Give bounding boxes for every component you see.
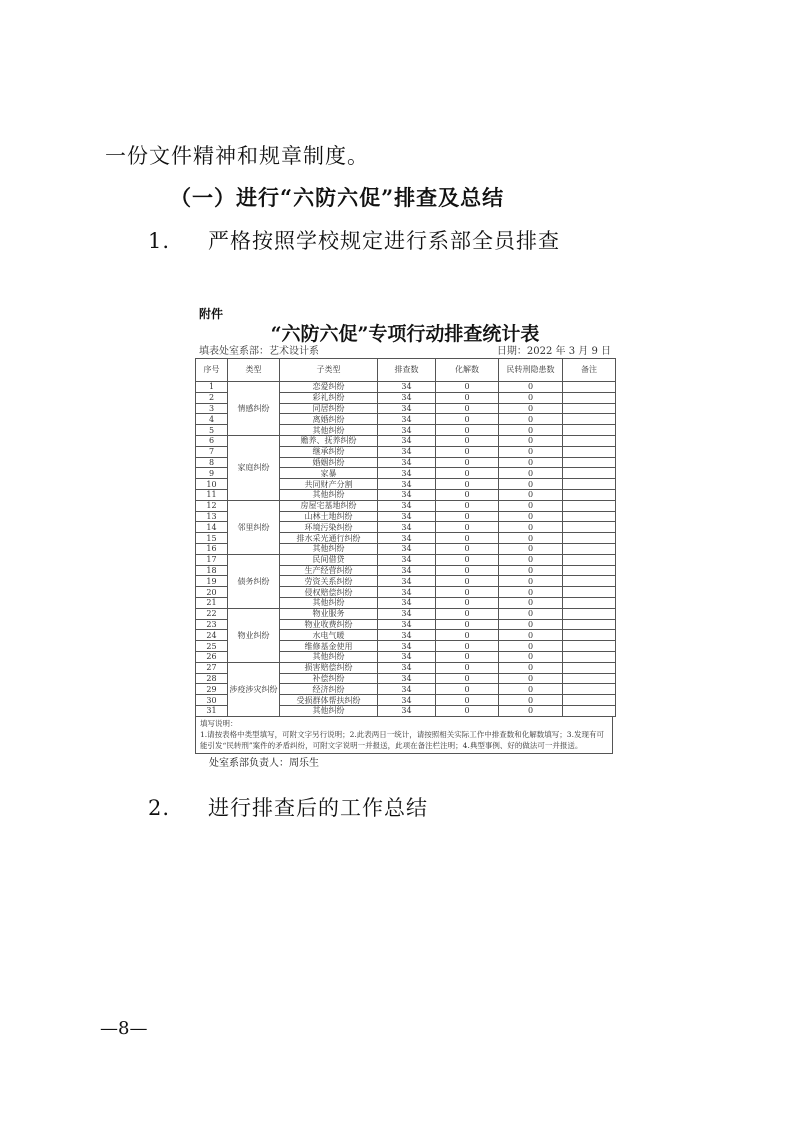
table-cell [563, 641, 616, 652]
table-cell: 15 [196, 533, 228, 544]
table-cell [563, 435, 616, 446]
table-cell [563, 554, 616, 565]
table-cell: 0 [499, 651, 563, 662]
table-cell [563, 543, 616, 554]
table-cell: 侵权赔偿纠纷 [280, 587, 378, 598]
table-cell: 10 [196, 479, 228, 490]
table-cell: 0 [499, 630, 563, 641]
table-cell: 0 [436, 673, 499, 684]
table-cell: 0 [499, 489, 563, 500]
note-text: 1.请按表格中类型填写，可附文字另行说明；2.此表两日一统计，请按照相关实际工作中排查数和化解数填写；3.发现有可能引发“民转刑”案件的矛盾纠纷，可附文字说明一并报送，此项在备注栏注明；4.典型事例、好的做法可一并报送。 [200, 729, 604, 750]
list-item-2 [148, 792, 428, 822]
table-cell: 8 [196, 457, 228, 468]
table-cell: 34 [378, 511, 436, 522]
note-title: 填写说明： [200, 718, 238, 728]
table-cell: 0 [436, 705, 499, 716]
table-cell: 34 [378, 392, 436, 403]
table-cell: 0 [436, 457, 499, 468]
table-cell: 34 [378, 641, 436, 652]
table-cell: 5 [196, 425, 228, 436]
table-cell: 2 [196, 392, 228, 403]
table-cell: 34 [378, 414, 436, 425]
table-cell: 34 [378, 446, 436, 457]
table-cell [563, 522, 616, 533]
table-cell [563, 587, 616, 598]
table-cell: 34 [378, 695, 436, 706]
table-cell: 0 [436, 554, 499, 565]
table-cell: 0 [436, 425, 499, 436]
table-cell [563, 684, 616, 695]
header-cell: 排查数 [378, 359, 436, 382]
table-cell: 其他纠纷 [280, 651, 378, 662]
table-cell: 经济纠纷 [280, 684, 378, 695]
table-cell: 9 [196, 468, 228, 479]
table-cell: 其他纠纷 [280, 425, 378, 436]
table-cell: 民间借贷 [280, 554, 378, 565]
table-cell: 0 [499, 684, 563, 695]
table-cell [563, 500, 616, 511]
table-cell: 0 [436, 382, 499, 393]
table-cell: 0 [499, 608, 563, 619]
type-cell: 情感纠纷 [228, 382, 280, 436]
table-cell: 0 [436, 489, 499, 500]
table-row [196, 500, 616, 511]
type-cell: 邻里纠纷 [228, 500, 280, 554]
table-cell: 离婚纠纷 [280, 414, 378, 425]
table-cell [563, 619, 616, 630]
table-info-line [195, 346, 615, 358]
table-cell: 34 [378, 587, 436, 598]
table-cell [563, 533, 616, 544]
table-cell [563, 468, 616, 479]
filling-instructions [195, 717, 613, 754]
table-cell: 22 [196, 608, 228, 619]
table-cell: 补偿纠纷 [280, 673, 378, 684]
table-cell [563, 489, 616, 500]
table-cell: 同居纠纷 [280, 403, 378, 414]
table-cell [563, 630, 616, 641]
table-cell [563, 457, 616, 468]
table-cell: 0 [499, 695, 563, 706]
table-cell: 30 [196, 695, 228, 706]
table-cell [563, 673, 616, 684]
table-cell: 赡养、抚养纠纷 [280, 435, 378, 446]
table-cell: 0 [436, 662, 499, 673]
list-item-number: 2. [148, 796, 171, 820]
table-cell: 0 [499, 435, 563, 446]
table-cell [563, 597, 616, 608]
attachment-table-scan [195, 305, 615, 769]
table-cell: 21 [196, 597, 228, 608]
table-cell: 34 [378, 554, 436, 565]
list-item-text: 严格按照学校规定进行系部全员排查 [208, 229, 560, 253]
list-item-text: 进行排查后的工作总结 [208, 796, 428, 820]
table-cell: 18 [196, 565, 228, 576]
table-cell: 0 [499, 425, 563, 436]
table-cell: 物业服务 [280, 608, 378, 619]
table-cell: 19 [196, 576, 228, 587]
table-cell: 0 [499, 587, 563, 598]
table-cell: 34 [378, 382, 436, 393]
table-cell: 0 [499, 414, 563, 425]
table-body [196, 382, 616, 717]
table-cell: 17 [196, 554, 228, 565]
table-cell: 23 [196, 619, 228, 630]
table-row [196, 382, 616, 393]
table-cell [563, 392, 616, 403]
table-cell: 0 [499, 565, 563, 576]
table-cell: 0 [436, 608, 499, 619]
table-cell [563, 414, 616, 425]
table-cell: 损害赔偿纠纷 [280, 662, 378, 673]
table-cell: 34 [378, 630, 436, 641]
table-cell: 0 [436, 446, 499, 457]
table-cell [563, 403, 616, 414]
table-cell: 0 [436, 684, 499, 695]
table-cell [563, 382, 616, 393]
table-cell: 34 [378, 468, 436, 479]
table-cell: 0 [436, 522, 499, 533]
table-cell: 房屋宅基地纠纷 [280, 500, 378, 511]
table-header-row [196, 359, 616, 382]
table-cell: 维修基金使用 [280, 641, 378, 652]
table-cell: 34 [378, 705, 436, 716]
table-cell [563, 576, 616, 587]
table-cell: 0 [499, 543, 563, 554]
table-cell [563, 662, 616, 673]
table-cell: 34 [378, 457, 436, 468]
table-cell: 0 [499, 619, 563, 630]
table-cell: 其他纠纷 [280, 489, 378, 500]
table-cell: 其他纠纷 [280, 597, 378, 608]
table-cell: 0 [436, 565, 499, 576]
table-cell: 34 [378, 662, 436, 673]
table-cell: 3 [196, 403, 228, 414]
list-item-number: 1. [148, 229, 171, 253]
table-cell: 1 [196, 382, 228, 393]
type-cell: 家庭纠纷 [228, 435, 280, 500]
table-cell: 31 [196, 705, 228, 716]
table-cell: 环境污染纠纷 [280, 522, 378, 533]
type-cell: 物业纠纷 [228, 608, 280, 662]
table-cell: 34 [378, 608, 436, 619]
table-cell: 34 [378, 565, 436, 576]
table-cell: 0 [436, 695, 499, 706]
table-cell: 34 [378, 533, 436, 544]
table-cell: 34 [378, 684, 436, 695]
table-cell: 0 [499, 468, 563, 479]
table-cell: 共同财产分割 [280, 479, 378, 490]
table-cell: 7 [196, 446, 228, 457]
table-cell: 24 [196, 630, 228, 641]
table-cell: 28 [196, 673, 228, 684]
table-cell: 0 [499, 511, 563, 522]
page-number: —8— [100, 1018, 148, 1039]
table-cell: 0 [436, 641, 499, 652]
table-cell: 34 [378, 673, 436, 684]
attachment-label: 附件 [199, 307, 224, 321]
table-cell [563, 511, 616, 522]
body-line-1: 一份文件精神和规章制度。 [105, 144, 369, 168]
table-cell: 0 [436, 403, 499, 414]
table-cell: 0 [499, 705, 563, 716]
table-cell [563, 565, 616, 576]
table-row [196, 662, 616, 673]
table-cell: 0 [436, 511, 499, 522]
header-cell: 民转刑隐患数 [499, 359, 563, 382]
header-cell: 子类型 [280, 359, 378, 382]
table-cell: 34 [378, 500, 436, 511]
table-cell: 其他纠纷 [280, 543, 378, 554]
table-cell: 0 [499, 522, 563, 533]
list-item-1 [148, 225, 560, 255]
table-cell: 4 [196, 414, 228, 425]
header-cell: 备注 [563, 359, 616, 382]
table-cell: 20 [196, 587, 228, 598]
table-cell: 34 [378, 597, 436, 608]
table-cell: 29 [196, 684, 228, 695]
table-cell: 14 [196, 522, 228, 533]
date-field: 日期：2022 年 3 月 9 日 [496, 346, 611, 357]
table-cell: 0 [499, 554, 563, 565]
table-cell: 彩礼纠纷 [280, 392, 378, 403]
table-cell: 0 [499, 533, 563, 544]
table-cell: 0 [436, 435, 499, 446]
table-cell: 34 [378, 489, 436, 500]
department-field: 填表处室系部：艺术设计系 [199, 346, 319, 357]
table-cell: 排水采光通行纠纷 [280, 533, 378, 544]
table-cell: 其他纠纷 [280, 705, 378, 716]
table-cell: 0 [436, 500, 499, 511]
table-cell: 0 [436, 533, 499, 544]
table-cell [563, 705, 616, 716]
table-cell: 34 [378, 543, 436, 554]
table-cell: 34 [378, 576, 436, 587]
table-cell [563, 695, 616, 706]
table-cell: 家暴 [280, 468, 378, 479]
table-cell: 0 [436, 414, 499, 425]
table-cell: 0 [499, 662, 563, 673]
table-cell: 0 [499, 576, 563, 587]
table-cell: 0 [499, 641, 563, 652]
table-cell: 34 [378, 425, 436, 436]
section-heading: （一）进行“六防六促”排查及总结 [170, 185, 505, 210]
table-cell: 0 [436, 392, 499, 403]
table-row [196, 435, 616, 446]
table-cell: 0 [436, 543, 499, 554]
header-cell: 序号 [196, 359, 228, 382]
table-title: “六防六促”专项行动排查统计表 [270, 323, 540, 345]
table-cell: 34 [378, 619, 436, 630]
table-cell [563, 479, 616, 490]
table-cell: 27 [196, 662, 228, 673]
table-row [196, 554, 616, 565]
table-row [196, 608, 616, 619]
table-cell: 恋爱纠纷 [280, 382, 378, 393]
table-cell: 0 [436, 479, 499, 490]
table-cell: 34 [378, 403, 436, 414]
table-cell: 26 [196, 651, 228, 662]
type-cell: 债务纠纷 [228, 554, 280, 608]
table-cell: 山林土地纠纷 [280, 511, 378, 522]
table-cell: 0 [499, 500, 563, 511]
table-cell: 0 [499, 673, 563, 684]
header-cell: 类型 [228, 359, 280, 382]
table-cell [563, 608, 616, 619]
table-cell: 婚姻纠纷 [280, 457, 378, 468]
table-cell: 劳资关系纠纷 [280, 576, 378, 587]
table-cell: 0 [436, 597, 499, 608]
table-cell: 0 [436, 468, 499, 479]
table-cell: 0 [499, 392, 563, 403]
table-cell: 34 [378, 435, 436, 446]
table-cell: 物业收费纠纷 [280, 619, 378, 630]
table-cell [563, 651, 616, 662]
table-cell: 0 [499, 457, 563, 468]
table-cell: 34 [378, 522, 436, 533]
table-cell: 0 [499, 382, 563, 393]
table-cell: 13 [196, 511, 228, 522]
header-cell: 化解数 [436, 359, 499, 382]
table-cell: 0 [436, 619, 499, 630]
table-cell: 0 [436, 576, 499, 587]
table-cell: 0 [499, 403, 563, 414]
table-cell: 0 [436, 630, 499, 641]
table-cell: 水电气暖 [280, 630, 378, 641]
table-cell: 生产经营纠纷 [280, 565, 378, 576]
table-cell [563, 446, 616, 457]
statistics-table [195, 358, 616, 717]
table-cell: 0 [499, 597, 563, 608]
table-cell: 0 [436, 587, 499, 598]
table-cell: 11 [196, 489, 228, 500]
table-cell: 25 [196, 641, 228, 652]
table-cell: 12 [196, 500, 228, 511]
table-cell: 34 [378, 479, 436, 490]
table-cell: 0 [499, 479, 563, 490]
table-cell [563, 425, 616, 436]
table-cell: 6 [196, 435, 228, 446]
table-cell: 0 [436, 651, 499, 662]
signer-line: 处室系部负责人：周乐生 [209, 757, 319, 769]
type-cell: 涉疫涉灾纠纷 [228, 662, 280, 716]
table-cell: 16 [196, 543, 228, 554]
table-cell: 受损群体帮扶纠纷 [280, 695, 378, 706]
table-cell: 继承纠纷 [280, 446, 378, 457]
table-cell: 0 [499, 446, 563, 457]
table-cell: 34 [378, 651, 436, 662]
